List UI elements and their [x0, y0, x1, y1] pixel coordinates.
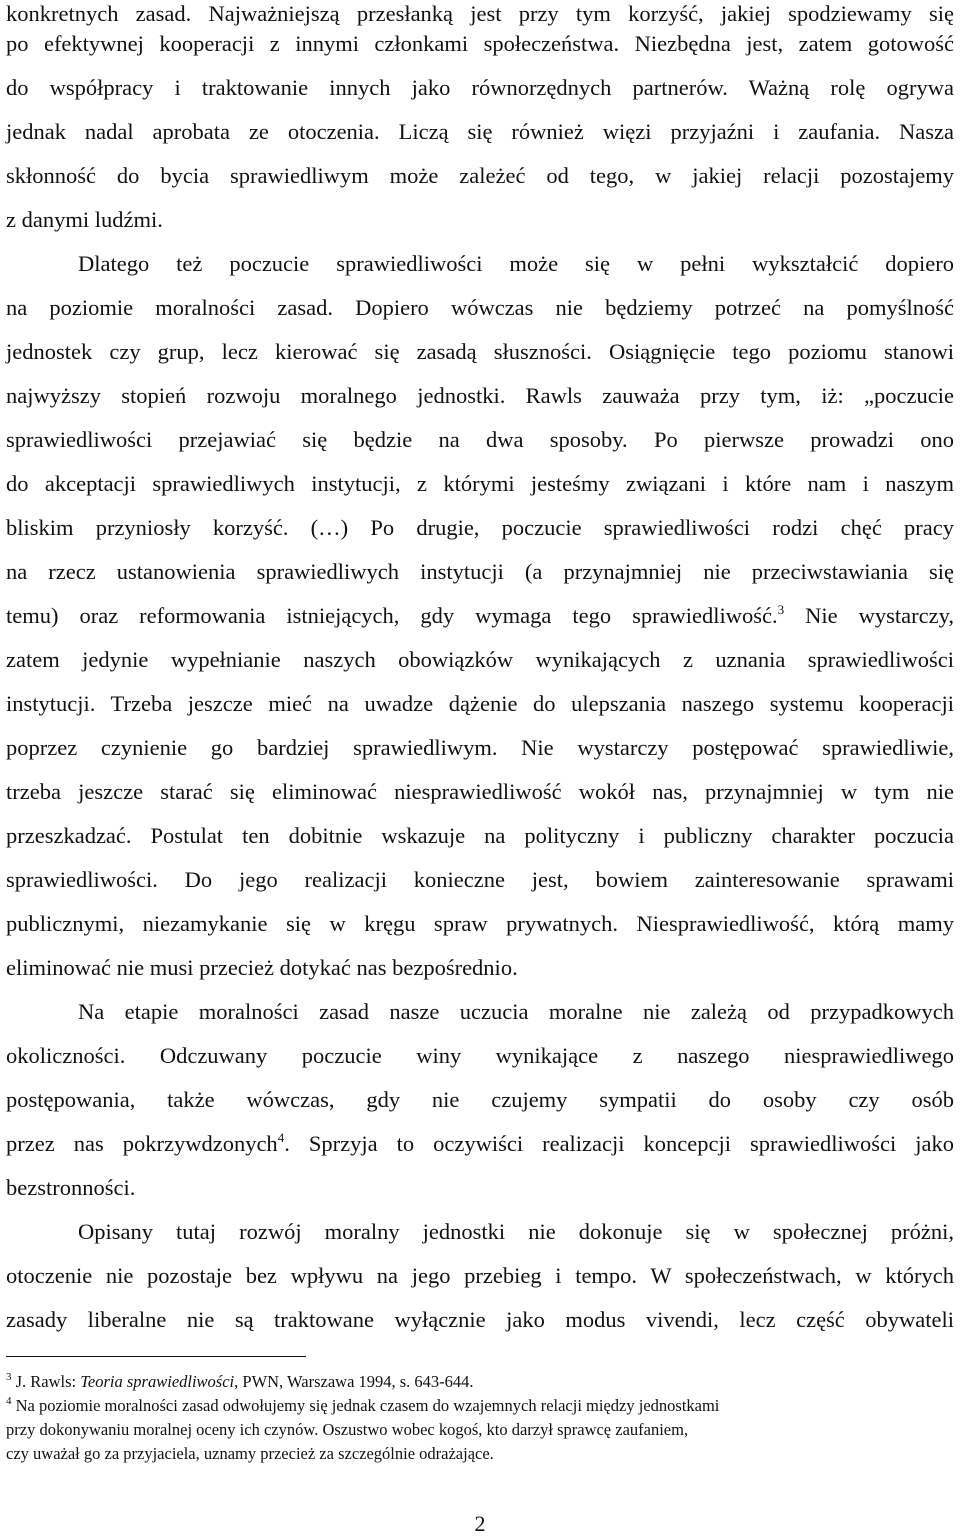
body-text: przez nas pokrzywdzonych [6, 1131, 278, 1156]
body-line: do współpracy i traktowanie innych jako równorzędnych partnerów. Ważną rolę ogrywa [6, 75, 954, 100]
body-text: temu) oraz reformowania istniejących, gdy wymaga tego sprawiedliwość. [6, 603, 778, 628]
footnote-number: 3 [6, 1371, 12, 1383]
body-line: publicznymi, niezamykanie się w kręgu spraw prywatnych. Niesprawiedliwość, którą mamy [6, 911, 954, 936]
body-line: postępowania, także wówczas, gdy nie czujemy sympatii do osoby czy osób [6, 1087, 954, 1112]
body-line: poprzez czynienie go bardziej sprawiedliwym. Nie wystarczy postępować sprawiedliwie, [6, 735, 954, 760]
footnote-text: Na poziomie moralności zasad odwołujemy się jednak czasem do wzajemnych relacji między jednostkami [11, 1396, 720, 1415]
footnote-separator [6, 1356, 306, 1357]
body-line: jednostek czy grup, lecz kierować się zasadą słuszności. Osiągnięcie tego poziomu stanowi [6, 339, 954, 364]
body-line: zatem jedynie wypełnianie naszych obowiązków wynikających z uznania sprawiedliwości [6, 647, 954, 672]
footnote-3 [6, 1372, 954, 1392]
body-line: przeszkadzać. Postulat ten dobitnie wskazuje na polityczny i publiczny charakter poczucia [6, 823, 954, 848]
body-line: Na etapie moralności zasad nasze uczucia moralne nie zależą od przypadkowych [78, 999, 954, 1024]
footnote-number: 4 [6, 1395, 12, 1407]
body-line: sprawiedliwości. Do jego realizacji konieczne jest, bowiem zainteresowanie sprawami [6, 867, 954, 892]
body-line [6, 1130, 954, 1158]
footnote-text: J. Rawls: [11, 1372, 81, 1391]
body-line [6, 602, 954, 630]
body-line: najwyższy stopień rozwoju moralnego jednostki. Rawls zauważa przy tym, iż: „poczucie [6, 383, 954, 408]
body-line: do akceptacji sprawiedliwych instytucji, z którymi jesteśmy związani i które nam i naszym [6, 471, 954, 496]
footnote-ref-3: 3 [777, 602, 785, 617]
body-line: z danymi ludźmi. [6, 207, 163, 232]
body-line: okoliczności. Odczuwany poczucie winy wynikające z naszego niesprawiedliwego [6, 1043, 954, 1068]
body-line: Dlatego też poczucie sprawiedliwości może się w pełni wykształcić dopiero [78, 251, 954, 276]
body-line: zasady liberalne nie są traktowane wyłącznie jako modus vivendi, lecz część obywateli [6, 1307, 954, 1332]
footnote-text: , PWN, Warszawa 1994, s. 643-644. [234, 1372, 474, 1391]
page-number: 2 [474, 1511, 486, 1536]
footnote-ref-4: 4 [277, 1130, 285, 1145]
body-line: instytucji. Trzeba jeszcze mieć na uwadze dążenie do ulepszania naszego systemu kooperacji [6, 691, 954, 716]
body-line: Opisany tutaj rozwój moralny jednostki nie dokonuje się w społecznej próżni, [78, 1219, 954, 1244]
body-line: bezstronności. [6, 1175, 136, 1200]
body-line: jednak nadal aprobata ze otoczenia. Liczą się również więzi przyjaźni i zaufania. Nasza [6, 119, 954, 144]
body-line: konkretnych zasad. Najważniejszą przesłanką jest przy tym korzyść, jakiej spodziewamy się [6, 1, 954, 26]
body-line: skłonność do bycia sprawiedliwym może zależeć od tego, w jakiej relacji pozostajemy [6, 163, 954, 188]
body-line: na rzecz ustanowienia sprawiedliwych instytucji (a przynajmniej nie przeciwstawiania się [6, 559, 954, 584]
footnote-book-title: Teoria sprawiedliwości [80, 1372, 235, 1391]
body-line: po efektywnej kooperacji z innymi członkami społeczeństwa. Niezbędna jest, zatem gotowość [6, 31, 954, 56]
body-line: sprawiedliwości przejawiać się będzie na dwa sposoby. Po pierwsze prowadzi ono [6, 427, 954, 452]
body-line: trzeba jeszcze starać się eliminować niesprawiedliwość wokół nas, przynajmniej w tym nie [6, 779, 954, 804]
body-text: . Sprzyja to oczywiści realizacji koncepcji sprawiedliwości jako [284, 1131, 954, 1156]
body-line: eliminować nie musi przecież dotykać nas bezpośrednio. [6, 955, 518, 980]
footnote-4-continued: przy dokonywaniu moralnej oceny ich czynów. Oszustwo wobec kogoś, kto darzył sprawcę zaufaniem, [6, 1420, 689, 1439]
body-text: Nie wystarczy, [784, 603, 954, 628]
body-line: bliskim przyniosły korzyść. (…) Po drugie, poczucie sprawiedliwości rodzi chęć pracy [6, 515, 954, 540]
body-line: otoczenie nie pozostaje bez wpływu na jego przebieg i tempo. W społeczeństwach, w których [6, 1263, 954, 1288]
footnote-4 [6, 1396, 954, 1416]
footnote-4-continued: czy uważał go za przyjaciela, uznamy przecież za szczególnie odrażające. [6, 1444, 494, 1463]
body-line: na poziomie moralności zasad. Dopiero wówczas nie będziemy potrzeć na pomyślność [6, 295, 954, 320]
